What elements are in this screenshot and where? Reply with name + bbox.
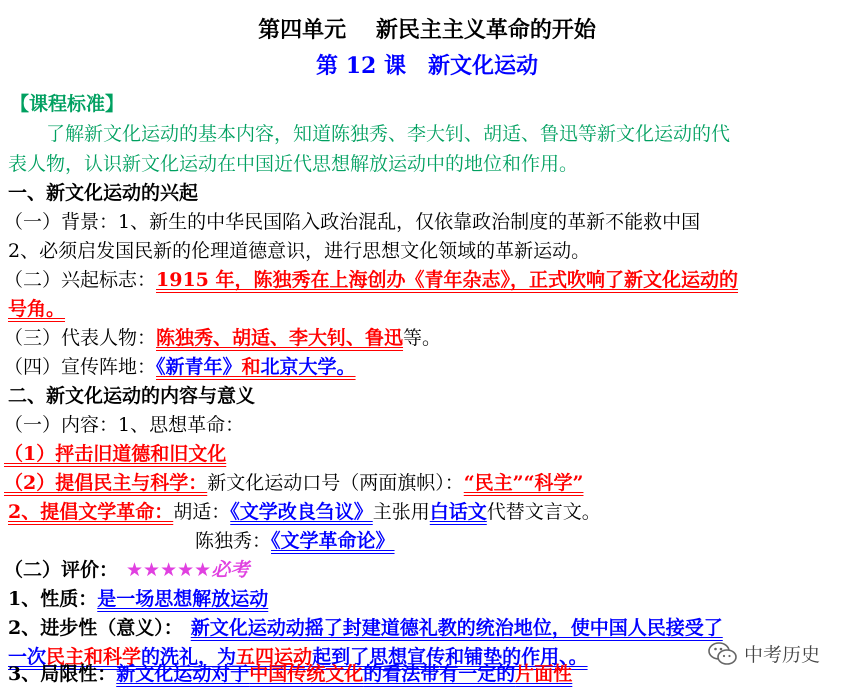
- sign-line-1: [4, 268, 738, 292]
- progress-d: 五四运动: [236, 646, 313, 668]
- figures-line: [4, 326, 441, 350]
- item2-text: 新文化运动口号（两面旗帜）：: [207, 472, 464, 494]
- section1-heading: 一、新文化运动的兴起: [8, 182, 199, 204]
- lit-label: 2、提倡文学革命：: [8, 501, 174, 523]
- base-text-2: 北京大学。: [260, 356, 356, 378]
- item1: （1）抨击旧道德和旧文化: [4, 443, 227, 465]
- item2-label: （2）提倡民主与科学：: [4, 472, 208, 494]
- chen-line: [195, 529, 395, 553]
- figures-text: 陈独秀、胡适、李大钊、鲁迅: [156, 327, 404, 349]
- limit-a: 新文化运动对于: [116, 663, 250, 685]
- lesson-title: 第 12 课 新文化运动: [316, 53, 538, 79]
- figures-suffix: 等。: [403, 327, 442, 349]
- hushi-label: 胡适：: [173, 501, 231, 523]
- hushi-text: 主张用: [372, 501, 430, 523]
- watermark: [708, 640, 820, 667]
- sign-text: 1915 年，陈独秀在上海创办《青年杂志》，正式吹响了新文化运动的: [156, 269, 739, 291]
- base-and: 和: [241, 356, 261, 378]
- standard-line-1: 了解新文化运动的基本内容，知道陈独秀、李大钊、胡适、鲁迅等新文化运动的代: [8, 123, 731, 145]
- lit-line: [8, 500, 601, 524]
- base-line: [4, 355, 356, 379]
- progress-line-1: [8, 616, 723, 640]
- content-label: （一）内容：1、思想革命：: [4, 414, 245, 436]
- limit-line: [8, 662, 572, 686]
- progress-c: 的洗礼，为: [141, 646, 237, 668]
- limit-b: 中国传统文化: [249, 663, 364, 685]
- progress-e: 起到了思想宣传和铺垫的作用、。: [312, 646, 588, 668]
- chen-label: 陈独秀：: [195, 530, 272, 552]
- star-rating: ★★★★★: [126, 559, 212, 581]
- progress-a: 一次: [8, 646, 47, 668]
- background-line-2: 2、必须启发国民新的伦理道德意识，进行思想文化领域的革新运动。: [8, 240, 591, 262]
- limit-d: 片面性: [515, 663, 573, 685]
- hushi-suffix: 代替文言文。: [486, 501, 601, 523]
- nature-label: 1、性质：: [8, 588, 98, 610]
- base-text-1: 《新青年》: [156, 356, 242, 378]
- limit-c: 的看法带有一定的: [363, 663, 516, 685]
- nature-line: [8, 587, 268, 611]
- vernacular: 白话文: [429, 501, 487, 523]
- chen-work: 《文学革命论》: [271, 530, 395, 552]
- eval-label: （二）评价：: [4, 559, 119, 581]
- progress-label: 2、进步性（意义）：: [8, 617, 183, 639]
- wechat-icon: [708, 641, 738, 667]
- item2-slogan: “民主”“科学”: [463, 472, 584, 494]
- unit-title: 第四单元 新民主主义革命的开始: [258, 17, 596, 43]
- progress-text-1: 新文化运动动摇了封建道德礼教的统治地位，使中国人民接受了: [190, 617, 723, 639]
- sign-label: （二）兴起标志：: [4, 269, 157, 291]
- limit-label: 3、局限性：: [8, 663, 117, 685]
- section2-heading: 二、新文化运动的内容与意义: [8, 385, 256, 407]
- standard-line-2: 表人物，认识新文化运动在中国近代思想解放运动中的地位和作用。: [8, 153, 579, 175]
- nature-text: 是一场思想解放运动: [97, 588, 269, 610]
- eval-line: [4, 558, 249, 582]
- background-line-1: （一）背景：1、新生的中华民国陷入政治混乱，仅依靠政治制度的革新不能救中国: [4, 211, 701, 233]
- base-label: （四）宣传阵地：: [4, 356, 157, 378]
- must-tag: 必考: [211, 559, 250, 581]
- figures-label: （三）代表人物：: [4, 327, 157, 349]
- sign-line-2: 号角。: [8, 298, 66, 320]
- item2-line: [4, 471, 583, 495]
- standard-heading: 【课程标准】: [10, 93, 125, 115]
- watermark-text: 中考历史: [744, 644, 821, 666]
- hushi-work: 《文学改良刍议》: [230, 501, 373, 523]
- progress-b: 民主和科学: [46, 646, 142, 668]
